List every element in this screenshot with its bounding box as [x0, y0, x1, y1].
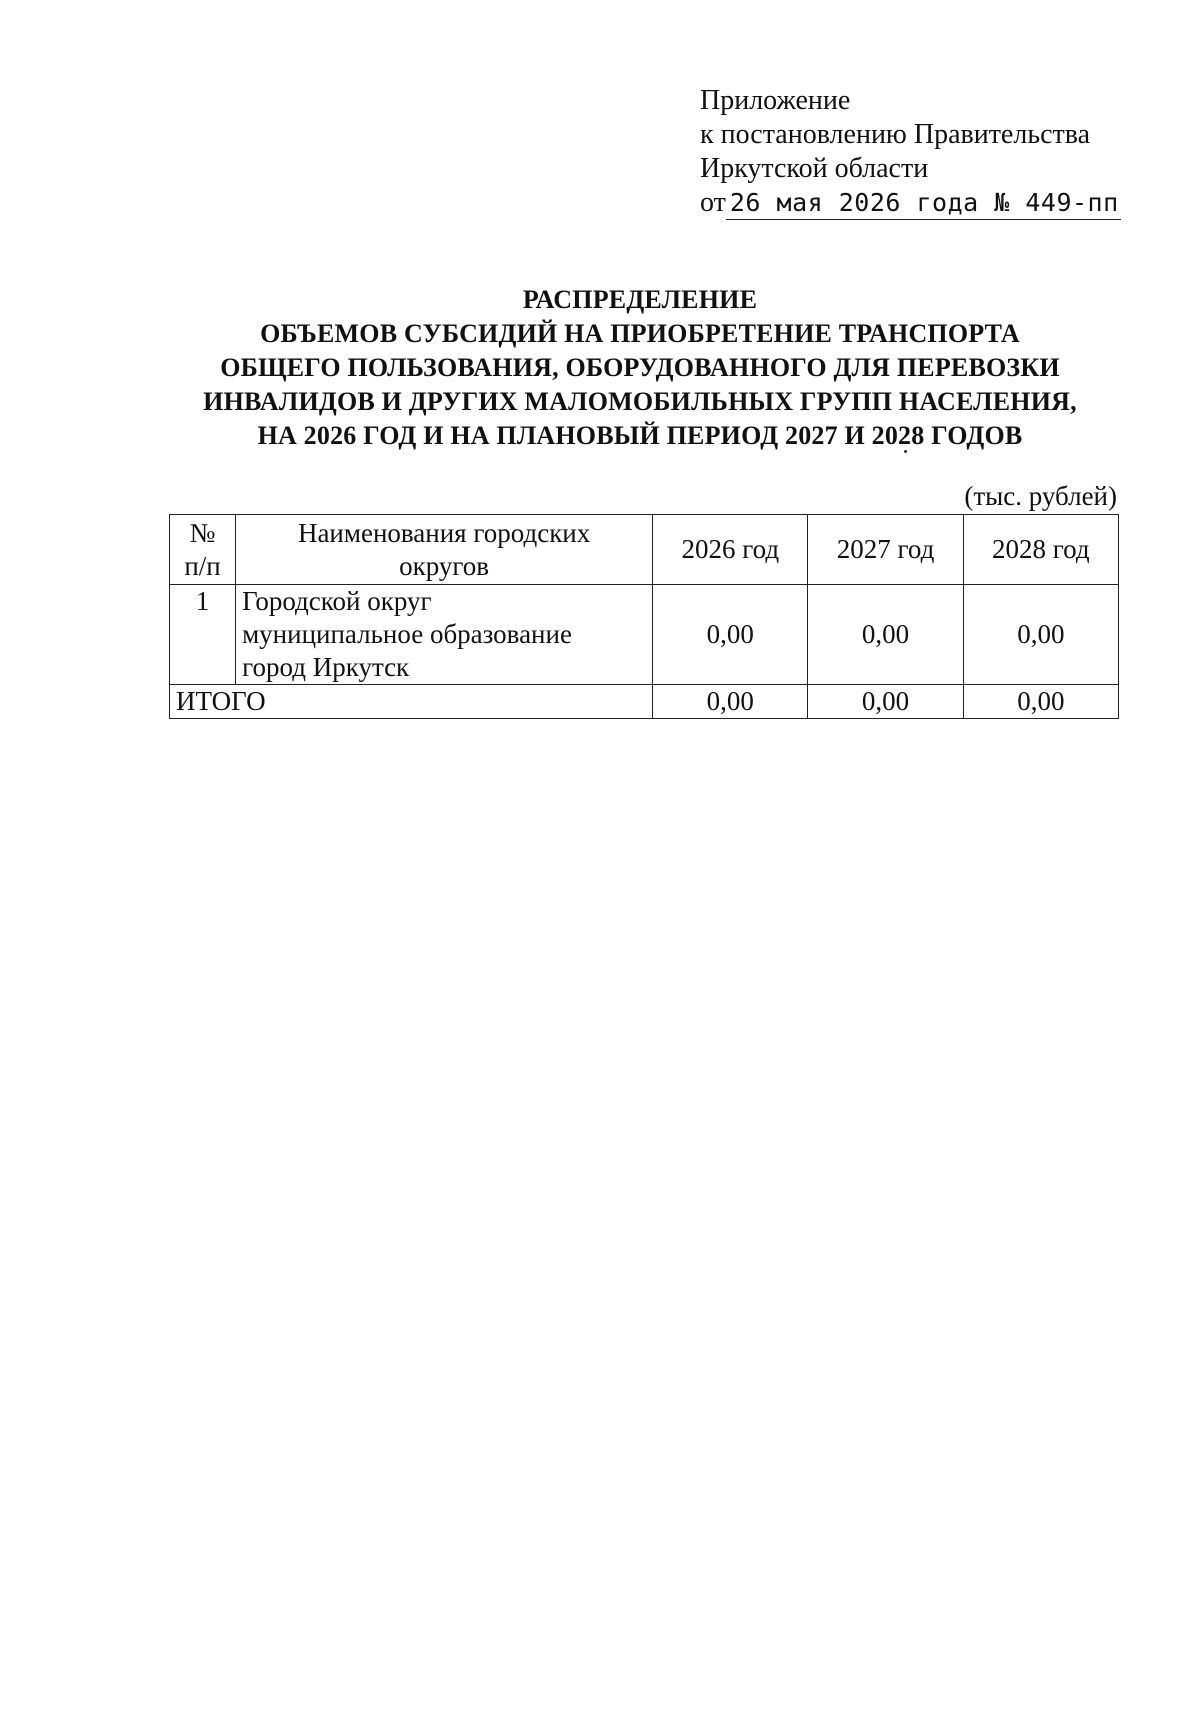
total-label: ИТОГО: [170, 685, 653, 719]
total-value-2026: 0,00: [653, 685, 808, 719]
header-name-line-1: Наименования городских: [297, 517, 591, 548]
district-name-line-2: муниципальное образование: [242, 619, 572, 649]
row-number: 1: [170, 585, 236, 685]
subsidy-distribution-table: [169, 514, 1119, 719]
header-year-2026: 2026 год: [653, 515, 808, 585]
title-line-5: НА 2026 ГОД И НА ПЛАНОВЫЙ ПЕРИОД 2027 И 2028 ГОДОВ: [257, 421, 1023, 450]
header-name-line-2: округов: [399, 550, 490, 581]
appendix-region: Иркутской области: [700, 153, 929, 184]
table-row: [170, 585, 1119, 685]
header-number-symbol: №: [189, 517, 216, 548]
total-value-2027: 0,00: [808, 685, 963, 719]
district-name-line-3: город Иркутск: [242, 652, 410, 682]
document-title: [150, 283, 1130, 453]
appendix-label: Приложение: [700, 85, 851, 116]
table-total-row: [170, 685, 1119, 719]
row-value-2027: 0,00: [808, 585, 963, 685]
total-value-2028: 0,00: [963, 685, 1118, 719]
appendix-reference: к постановлению Правительства: [700, 119, 1091, 150]
header-year-2028: 2028 год: [963, 515, 1118, 585]
header-number: [170, 515, 236, 585]
title-line-1: РАСПРЕДЕЛЕНИЕ: [522, 285, 758, 314]
appendix-date-line: [700, 186, 1120, 220]
units-label: (тыс. рублей): [964, 481, 1117, 511]
header-number-abbr: п/п: [184, 550, 221, 581]
header-district-name: [236, 515, 653, 585]
row-value-2028: 0,00: [963, 585, 1118, 685]
title-line-4: ИНВАЛИДОВ И ДРУГИХ МАЛОМОБИЛЬНЫХ ГРУПП НАСЕЛЕНИЯ,: [203, 387, 1077, 416]
header-year-2027: 2027 год: [808, 515, 963, 585]
row-district-name: [236, 585, 653, 685]
row-value-2026: 0,00: [653, 585, 808, 685]
appendix-block: [700, 84, 1120, 220]
table-header-row: [170, 515, 1119, 585]
scan-speck: [904, 450, 907, 453]
title-line-3: ОБЩЕГО ПОЛЬЗОВАНИЯ, ОБОРУДОВАННОГО ДЛЯ ПЕРЕВОЗКИ: [220, 353, 1060, 382]
date-prefix: от: [700, 187, 726, 218]
decree-date-number: 26 мая 2026 года № 449-пп: [726, 189, 1121, 220]
district-name-line-1: Городской округ: [242, 586, 432, 616]
title-line-2: ОБЪЕМОВ СУБСИДИЙ НА ПРИОБРЕТЕНИЕ ТРАНСПОРТА: [260, 319, 1020, 348]
